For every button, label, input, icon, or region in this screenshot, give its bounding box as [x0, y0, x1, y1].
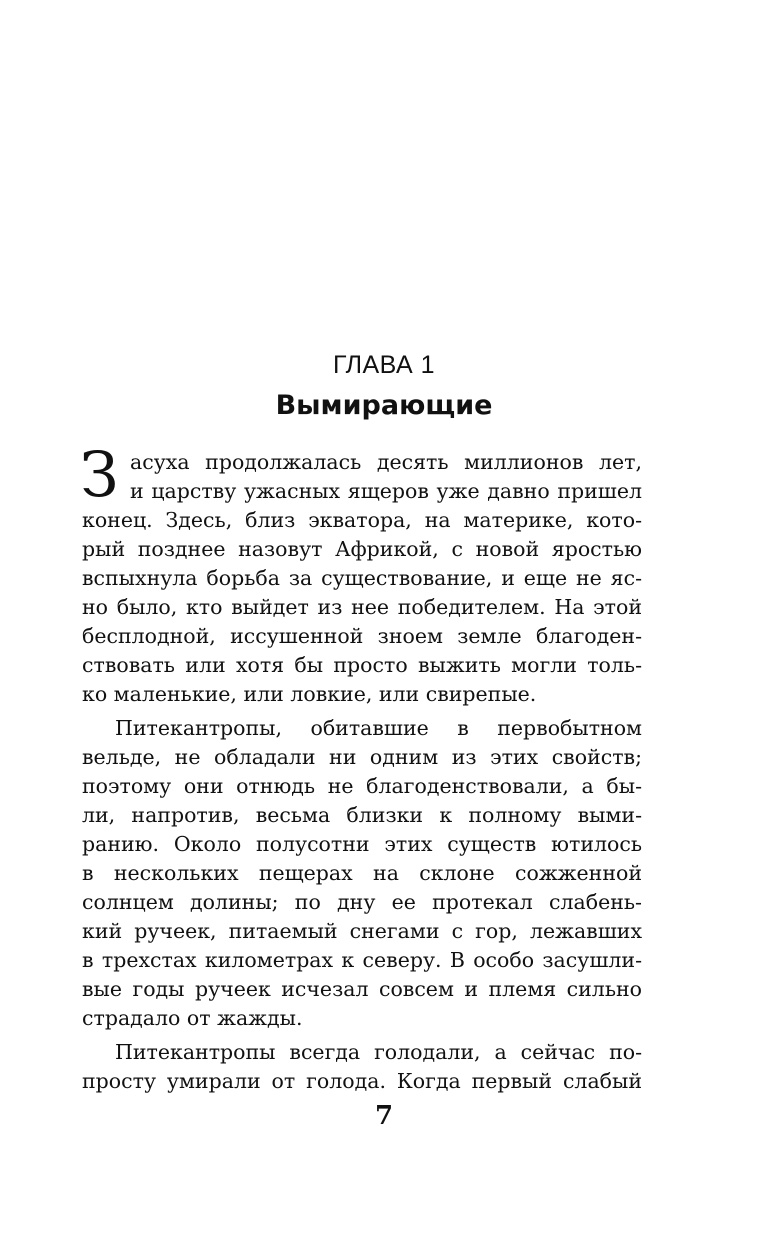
- chapter-title: Вымирающие: [275, 390, 493, 421]
- text-line: кий ручеек, питаемый снегами с гор, лежавших: [82, 919, 642, 943]
- text-line: бесплодной, иссушенной зноем земле благоден-: [82, 624, 642, 648]
- text-line: в нескольких пещерах на склоне сожженной: [82, 861, 642, 885]
- text-line: солнцем долины; по дну ее протекал слабень-: [82, 890, 642, 914]
- text-line: ранию. Около полусотни этих существ ютилось: [82, 832, 642, 856]
- text-line: поэтому они отнюдь не благоденствовали, а бы-: [82, 774, 642, 798]
- text-line: в трехстах километрах к северу. В особо засушли-: [82, 948, 642, 972]
- text-line: просту умирали от голода. Когда первый слабый: [82, 1069, 642, 1093]
- text-line: рый позднее назовут Африкой, с новой яростью: [82, 537, 642, 561]
- text-line: но было, кто выйдет из нее победителем. На этой: [82, 595, 642, 619]
- text-line: страдало от жажды.: [82, 1006, 303, 1030]
- body-text: [82, 448, 642, 1096]
- text-line: и царству ужасных ящеров уже давно пришел: [130, 479, 642, 503]
- text-line: вые годы ручеек исчезал совсем и племя сильно: [82, 977, 642, 1001]
- text-line: Питекантропы, обитавшие в первобытном: [115, 716, 642, 740]
- drop-cap: З: [80, 438, 119, 511]
- text-line: асуха продолжалась десять миллионов лет,: [130, 450, 642, 474]
- page-number: 7: [374, 1101, 394, 1131]
- text-line: Питекантропы всегда голодали, а сейчас по-: [115, 1040, 642, 1064]
- text-line: конец. Здесь, близ экватора, на материке, кото-: [82, 508, 642, 532]
- chapter-label: ГЛАВА 1: [332, 351, 436, 379]
- text-line: ко маленькие, или ловкие, или свирепые.: [82, 682, 537, 706]
- text-line: вельде, не обладали ни одним из этих свойств;: [82, 745, 642, 769]
- text-line: ствовать или хотя бы просто выжить могли толь-: [82, 653, 642, 677]
- text-line: ли, напротив, весьма близки к полному выми-: [82, 803, 642, 827]
- text-line: вспыхнула борьба за существование, и еще не яс-: [82, 566, 642, 590]
